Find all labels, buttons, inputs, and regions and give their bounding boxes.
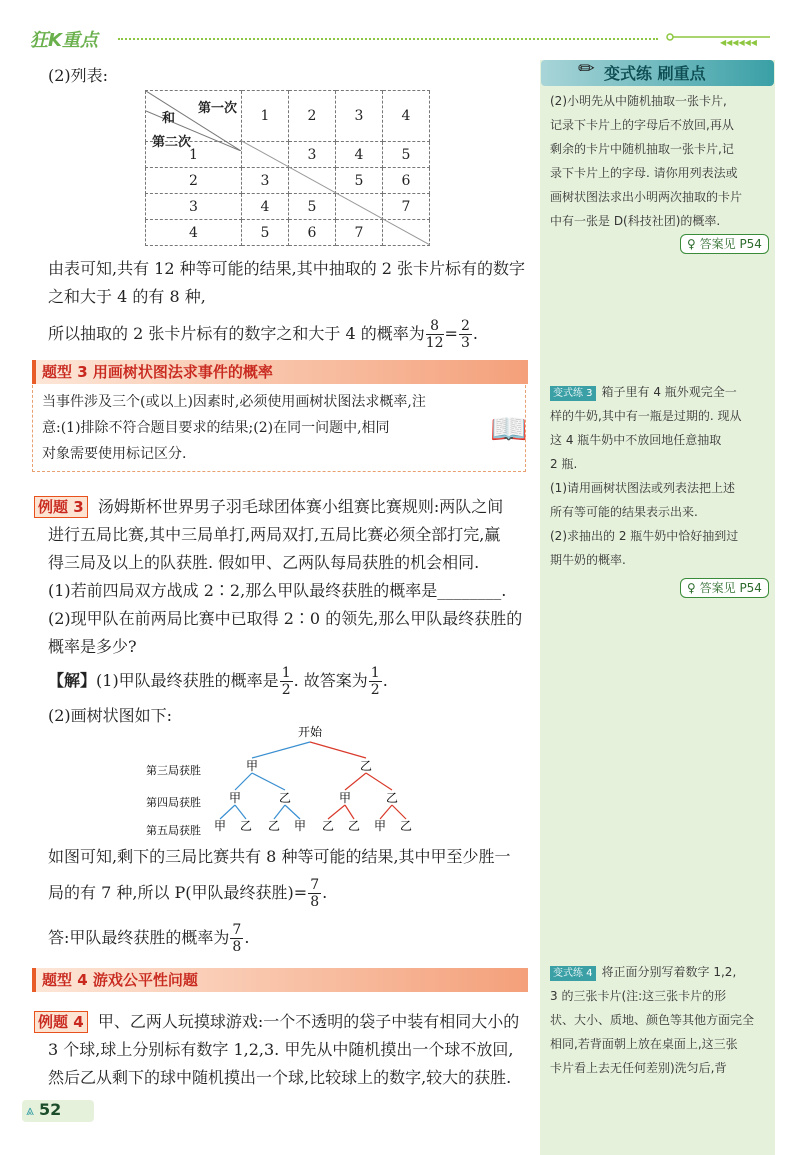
table-row-head: 2 [146,168,242,194]
solution-line-2: (2)画树状图如下: [48,706,173,725]
v2-line-4: 录下卡片上的字母. 请你用列表法或 [550,166,738,180]
table-cell: 6 [289,220,336,246]
after-table-line-2: 之和大于 4 的有 8 种, [48,287,206,306]
tree-root: 开始 [297,725,323,739]
example3-line-3: 得三局及以上的队获胜. 假如甲、乙两队每局获胜的机会相同. [48,553,480,572]
example3-label: 例题 3 [34,496,88,518]
reader-mascot-icon: 📖 [490,412,528,447]
tree-node: 甲 [293,819,307,833]
corner-mid: 和 [162,111,176,126]
fraction: $\frac{8}{12}$ [425,318,444,351]
table-cell: 4 [336,142,383,168]
table-cell: 4 [383,91,430,142]
table-row-head: 4 [146,220,242,246]
tree-node: 甲 [245,759,259,773]
topic4-title: 题型 4 游戏公平性问题 [42,971,198,989]
table-row-head: 1 [146,142,242,168]
tree-node: 甲 [213,819,227,833]
tree-diagram [140,722,440,842]
table-diagonal [240,140,430,245]
tree-node: 乙 [399,819,413,833]
answer-ref-1[interactable]: ♀ 答案见 P54 [680,234,769,254]
v2-line-3: 剩余的卡片中随机抽取一张卡片,记 [550,142,734,156]
tree-node: 甲 [338,791,352,805]
level-label: 第三局获胜 [146,764,201,777]
compass-icon: ⩓ [26,1103,34,1119]
tree-branch [285,805,300,819]
svg-text:◀◀◀◀◀◀: ◀◀◀◀◀◀ [720,38,757,46]
tree-branch [345,773,366,790]
v4-line-4: 相同,若背面朝上放在桌面上,这三张 [550,1037,738,1051]
v3-line-4: 2 瓶. [550,457,578,471]
tree-branch [392,805,406,819]
mascot-icon: ✏ [578,56,595,80]
example3-q1: (1)若前四局双方战成 2∶2,那么甲队最终获胜的概率是________. [48,581,507,600]
conclusion-line-2: 局的有 7 种,所以 P(甲队最终获胜)= $\frac{7}{8}$ . [48,877,328,910]
table-cell: 3 [242,168,289,194]
page-number: 52 [39,1100,62,1119]
v3-line-2: 样的牛奶,其中有一瓶是过期的. 现从 [550,409,742,423]
header-divider [118,38,658,40]
level-label: 第五局获胜 [146,824,201,837]
v4-line-3: 状、大小、质地、颜色等其他方面完全 [550,1013,755,1027]
topic3-note-1: 当事件涉及三个(或以上)因素时,必须使用画树状图法求概率,注 [42,394,426,410]
v3-line-3: 这 4 瓶牛奶中不放回地任意抽取 [550,433,722,447]
fraction: $\frac{1}{2}$ [370,665,380,698]
v4-badge: 变式练 4 [550,966,596,981]
v3-line-5: (1)请用画树状图法或列表法把上述 [550,481,735,495]
answer-ref-2[interactable]: ♀ 答案见 P54 [680,578,769,598]
tree-branch [235,773,252,790]
tree-branch [252,742,310,758]
tree-branch [274,805,285,819]
fraction: $\frac{7}{8}$ [232,922,242,955]
table-cell: 5 [336,168,383,194]
example3-line-2: 进行五局比赛,其中三局单打,两局双打,五局比赛必须全部打完,赢 [48,525,501,544]
topic3-title: 题型 3 用画树状图法求事件的概率 [42,363,273,381]
v2-line-5: 画树状图法求出小明两次抽取的卡片 [550,190,743,204]
tree-branch [366,773,392,790]
corner-bottom: 第二次 [152,135,192,150]
tree-node: 乙 [347,819,361,833]
v4-line-2: 3 的三张卡片(注:这三张卡片的形 [550,989,727,1003]
topic3-note-3: 对象需要使用标记区分. [42,446,187,462]
after-table-line-3: 所以抽取的 2 张卡片标有的数字之和大于 4 的概率为 $\frac{8}{12}$ = $\frac{2}{3}$ . [48,318,478,351]
example4-line-1: 例题 4 甲、乙两人玩摸球游戏:一个不透明的袋子中装有相同大小的 [34,1008,519,1036]
table-cell: 3 [289,142,336,168]
v2-line-6: 中有一张是 D(科技社团)的概率. [550,214,721,228]
v4-line-1: 变式练 4 将正面分别写着数字 1,2, [550,960,736,984]
page-number-badge [22,1100,94,1122]
example4-label: 例题 4 [34,1011,88,1033]
tree-branch [252,773,285,790]
corner-top: 第一次 [198,101,238,116]
header-logo [30,26,98,52]
example4-line-2: 3 个球,球上分别标有数字 1,2,3. 甲先从中随机摸出一个球不放回, [48,1040,514,1059]
conclusion-line-1: 如图可知,剩下的三局比赛共有 8 种等可能的结果,其中甲至少胜一 [48,847,511,866]
tree-branch [220,805,235,819]
table-cell: 2 [289,91,336,142]
table-cell: 6 [383,168,430,194]
level-label: 第四局获胜 [146,796,201,809]
after-table-line-1: 由表可知,共有 12 种等可能的结果,其中抽取的 2 张卡片标有的数字 [48,259,526,278]
v2-line-2: 记录下卡片上的字母后不放回,再从 [550,118,734,132]
solution-line-1: 【解】(1)甲队最终获胜的概率是 $\frac{1}{2}$ . 故答案为 $\frac{1}{2}$ . [48,665,388,698]
solution-label: 【解】 [48,671,97,690]
table-cell: 7 [336,220,383,246]
table-cell: 5 [242,220,289,246]
table-cell: 7 [383,194,430,220]
sidebar-title: 变式练 刷重点 [604,64,706,83]
table-corner [146,91,242,150]
key-icon: ♀ [687,237,696,251]
tree-node: 乙 [239,819,253,833]
tree-node: 乙 [321,819,335,833]
table-cell: 4 [242,194,289,220]
tree-branch [328,805,345,819]
example3-line-1: 例题 3 汤姆斯杯世界男子羽毛球团体赛小组赛比赛规则:两队之间 [34,493,503,521]
v3-line-6: 所有等可能的结果表示出来. [550,505,698,519]
logo-text: 狂K重点 [30,30,98,51]
fraction: $\frac{2}{3}$ [460,318,470,351]
table-row-head: 3 [146,194,242,220]
tree-branch [345,805,354,819]
table-cell: 5 [289,194,336,220]
v3-line-8: 期牛奶的概率. [550,553,626,567]
v3-line-7: (2)求抽出的 2 瓶牛奶中恰好抽到过 [550,529,739,543]
example3-q2a: (2)现甲队在前两局比赛中已取得 2∶0 的领先,那么甲队最终获胜的 [48,609,523,628]
tree-node: 甲 [228,791,242,805]
v2-line-1: (2)小明先从中随机抽取一张卡片, [550,94,727,108]
v3-line-1: 变式练 3 箱子里有 4 瓶外观完全一 [550,380,737,404]
table-cell: 1 [242,91,289,142]
example4-line-3: 然后乙从剩下的球中随机摸出一个球,比较球上的数字,较大的获胜. [48,1068,512,1087]
answer-line: 答:甲队最终获胜的概率为 $\frac{7}{8}$ . [48,922,250,955]
tree-branch [380,805,392,819]
tree-node: 乙 [267,819,281,833]
fraction: $\frac{7}{8}$ [310,877,320,910]
topic3-note-2: 意:(1)排除不符合题目要求的结果;(2)在同一问题中,相同 [42,420,390,436]
topic3-header [32,360,528,384]
part2-label: (2)列表: [48,66,109,85]
topic4-header [32,968,528,992]
v3-badge: 变式练 3 [550,386,596,401]
table-cell: 3 [336,91,383,142]
header-decoration [665,31,775,45]
tree-node: 甲 [373,819,387,833]
table-cell: 5 [383,142,430,168]
tree-node: 乙 [278,791,292,805]
tree-node: 乙 [385,791,399,805]
key-icon: ♀ [687,581,696,595]
fraction: $\frac{1}{2}$ [281,665,291,698]
tree-node: 乙 [359,759,373,773]
example3-q2b: 概率是多少? [48,637,137,656]
tree-branch [235,805,246,819]
v4-line-5: 卡片看上去无任何差别)洗匀后,背 [550,1061,727,1075]
tree-branch [310,742,366,758]
